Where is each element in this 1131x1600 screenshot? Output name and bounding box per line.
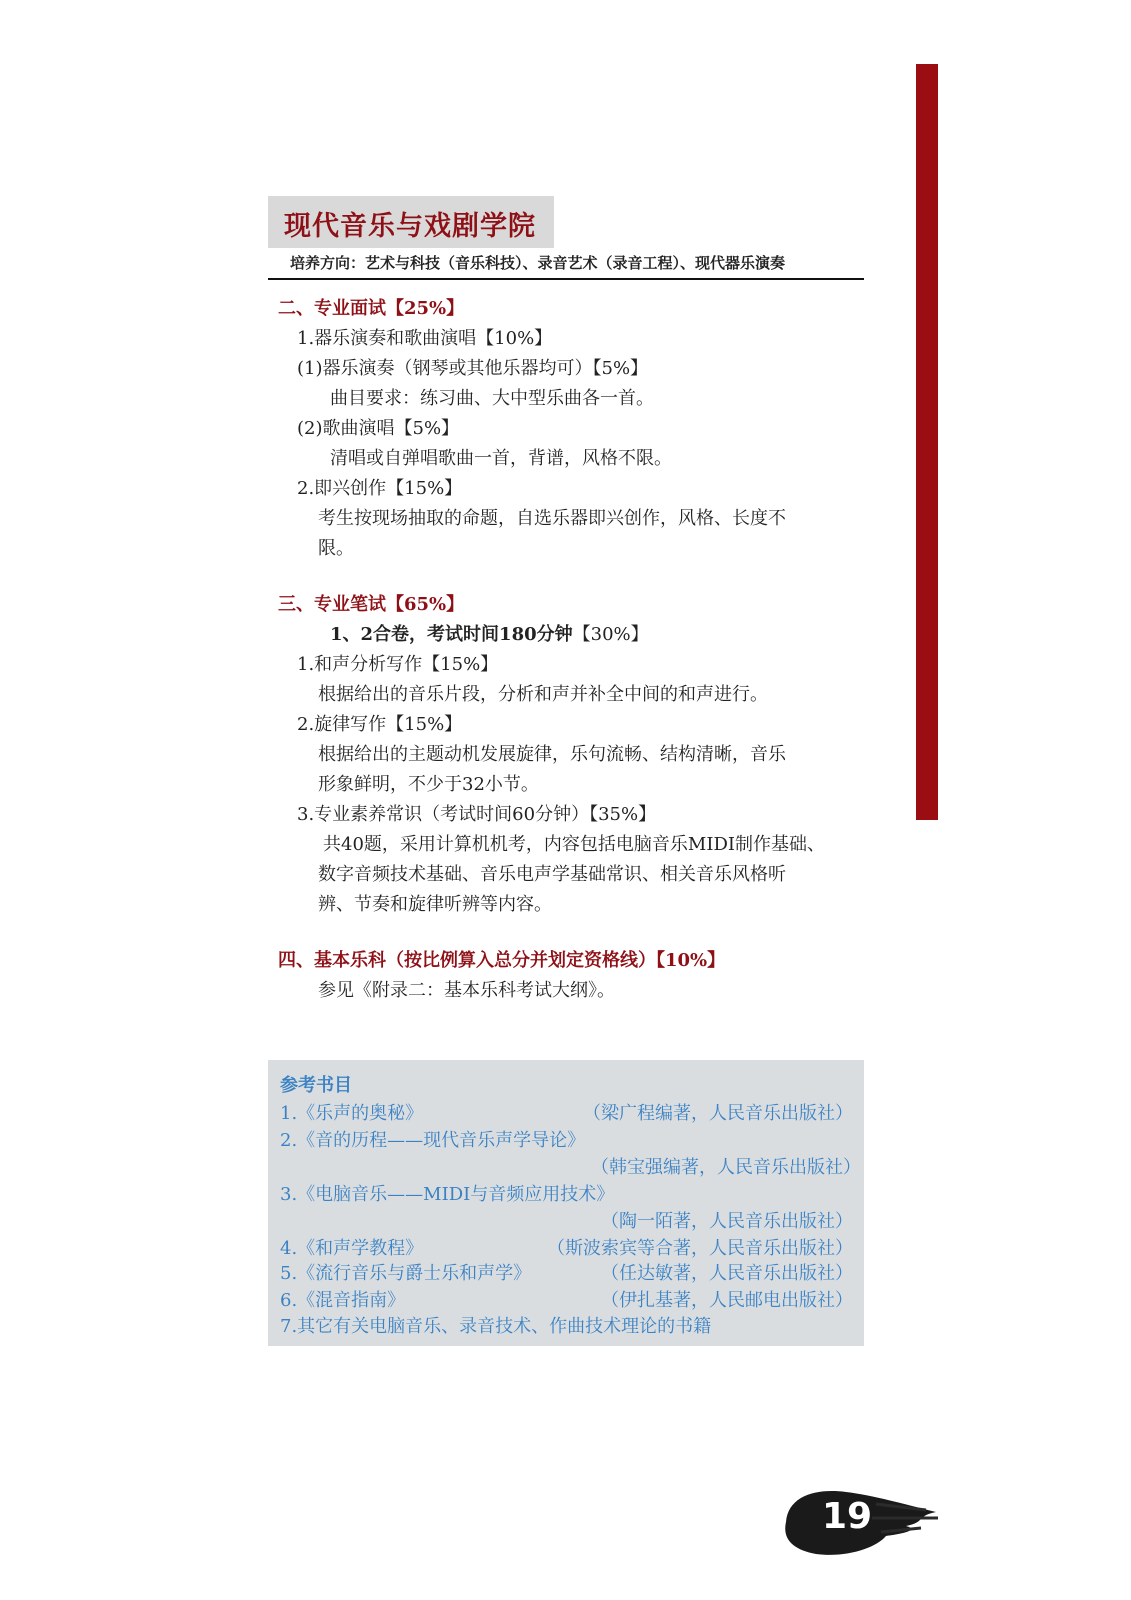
reference-item: （任达敏著，人民音乐出版社） bbox=[601, 1263, 853, 1284]
reference-item: （梁广程编著，人民音乐出版社） bbox=[583, 1103, 853, 1124]
content-line: 数字音频技术基础、音乐电声学基础常识、相关音乐风格听 bbox=[318, 864, 786, 885]
content-line: 2.旋律写作【15%】 bbox=[297, 714, 463, 735]
page-number-badge bbox=[776, 1482, 941, 1562]
reference-item: 3.《电脑音乐——MIDI与音频应用技术》 bbox=[280, 1184, 615, 1205]
content-line: 辨、节奏和旋律听辨等内容。 bbox=[318, 894, 552, 915]
reference-item: （陶一陌著，人民音乐出版社） bbox=[601, 1211, 853, 1232]
side-accent-bar bbox=[916, 64, 938, 820]
content-line: 曲目要求：练习曲、大中型乐曲各一首。 bbox=[330, 388, 654, 409]
college-title: 现代音乐与戏剧学院 bbox=[284, 211, 536, 242]
content-line: (1)器乐演奏（钢琴或其他乐器均可）【5%】 bbox=[297, 358, 649, 379]
reference-item: 2.《音的历程——现代音乐声学导论》 bbox=[280, 1130, 586, 1151]
content-line: 根据给出的主题动机发展旋律，乐句流畅、结构清晰，音乐 bbox=[318, 744, 786, 765]
reference-title: 参考书目 bbox=[280, 1075, 352, 1096]
content-line: 参见《附录二：基本乐科考试大纲》。 bbox=[318, 980, 615, 1001]
content-line: 3.专业素养常识（考试时间60分钟）【35%】 bbox=[297, 804, 657, 825]
content-line: 共40题，采用计算机机考，内容包括电脑音乐MIDI制作基础、 bbox=[323, 834, 825, 855]
reference-item: 1.《乐声的奥秘》 bbox=[280, 1103, 424, 1124]
content-line: (2)歌曲演唱【5%】 bbox=[297, 418, 460, 439]
content-line: 2.即兴创作【15%】 bbox=[297, 478, 463, 499]
content-line: 清唱或自弹唱歌曲一首，背谱，风格不限。 bbox=[330, 448, 672, 469]
content-line: 考生按现场抽取的命题，自选乐器即兴创作，风格、长度不 bbox=[318, 508, 786, 529]
reference-item: 6.《混音指南》 bbox=[280, 1290, 406, 1311]
content-line: 1、2合卷，考试时间180分钟【30%】 bbox=[330, 624, 649, 645]
reference-item: （伊扎基著，人民邮电出版社） bbox=[601, 1290, 853, 1311]
reference-item: 5.《流行音乐与爵士乐和声学》 bbox=[280, 1263, 532, 1284]
content-line: 限。 bbox=[318, 538, 354, 559]
content-line: 1.器乐演奏和歌曲演唱【10%】 bbox=[297, 328, 553, 349]
reference-item: 7.其它有关电脑音乐、录音技术、作曲技术理论的书籍 bbox=[280, 1316, 712, 1337]
section-heading-basic: 四、基本乐科（按比例算入总分并划定资格线）【10%】 bbox=[278, 950, 726, 971]
page-number: 19 bbox=[821, 1496, 873, 1537]
reference-item: （斯波索宾等合著，人民音乐出版社） bbox=[547, 1238, 853, 1259]
section-heading-interview: 二、专业面试【25%】 bbox=[278, 298, 465, 319]
reference-item: 4.《和声学教程》 bbox=[280, 1238, 424, 1259]
content-line: 形象鲜明，不少于32小节。 bbox=[318, 774, 539, 795]
header-divider bbox=[268, 278, 864, 280]
content-line: 1.和声分析写作【15%】 bbox=[297, 654, 499, 675]
reference-item: （韩宝强编著，人民音乐出版社） bbox=[591, 1157, 861, 1178]
college-title-box bbox=[268, 196, 554, 248]
content-line: 根据给出的音乐片段，分析和声并补全中间的和声进行。 bbox=[318, 684, 768, 705]
section-heading-written: 三、专业笔试【65%】 bbox=[278, 594, 465, 615]
training-direction: 培养方向：艺术与科技（音乐科技）、录音艺术（录音工程）、现代器乐演奏 bbox=[290, 254, 786, 272]
